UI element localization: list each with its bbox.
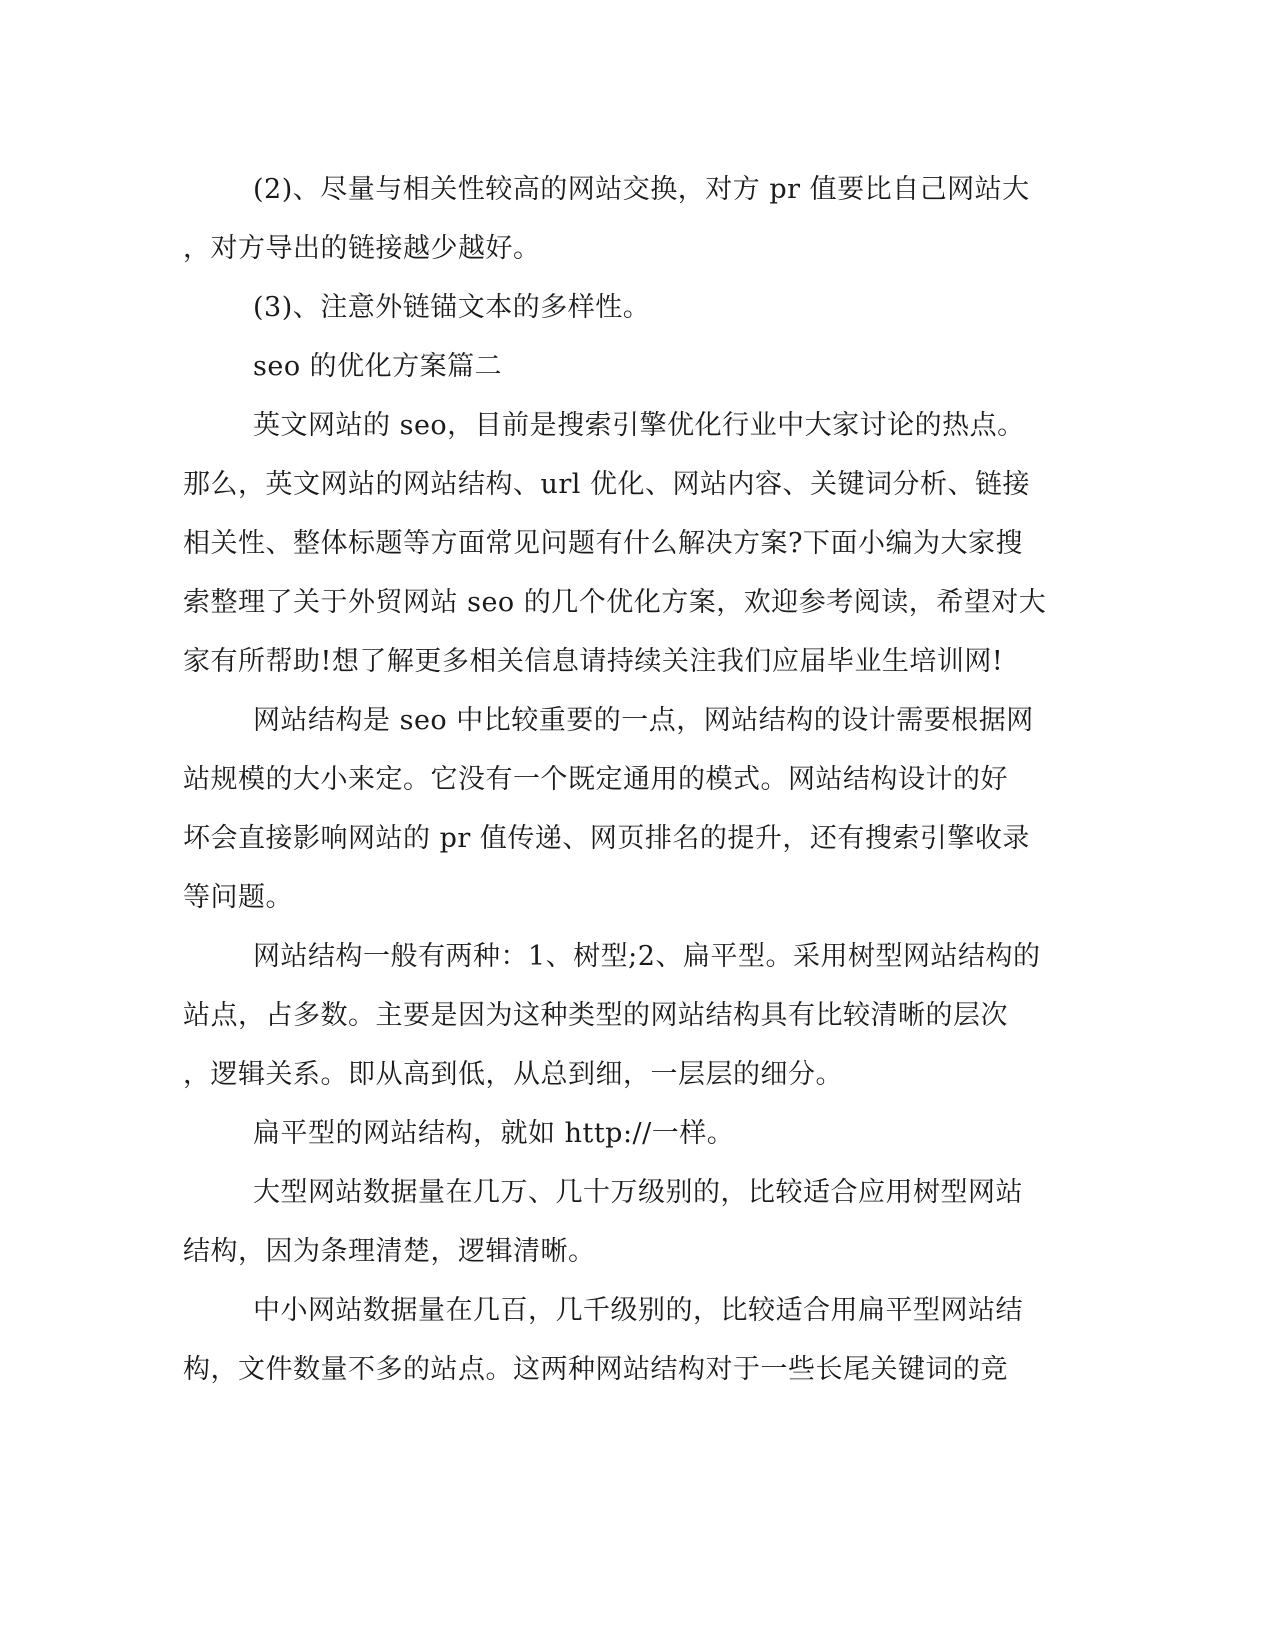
text-line: 构，文件数量不多的站点。这两种网站结构对于一些长尾关键词的竞 xyxy=(183,1354,1008,1385)
text-line: 网站结构是 seo 中比较重要的一点，网站结构的设计需要根据网 xyxy=(253,705,1034,736)
text-line: 家有所帮助!想了解更多相关信息请持续关注我们应届毕业生培训网! xyxy=(183,646,1004,677)
document-body xyxy=(183,160,1047,1399)
text-line: 大型网站数据量在几万、几十万级别的，比较适合应用树型网站 xyxy=(253,1177,1023,1208)
section-heading: seo 的优化方案篇二 xyxy=(253,351,503,382)
text-line: 索整理了关于外贸网站 seo 的几个优化方案，欢迎参考阅读，希望对大 xyxy=(183,587,1047,618)
text-line: 扁平型的网站结构，就如 http://一样。 xyxy=(253,1118,735,1149)
text-line: 相关性、整体标题等方面常见问题有什么解决方案?下面小编为大家搜 xyxy=(183,528,1023,559)
text-line: 站规模的大小来定。它没有一个既定通用的模式。网站结构设计的好 xyxy=(183,764,1008,795)
text-line: 等问题。 xyxy=(183,882,293,913)
text-line: 英文网站的 seo，目前是搜索引擎优化行业中大家讨论的热点。 xyxy=(253,410,1025,441)
text-line: (2)、尽量与相关性较高的网站交换，对方 pr 值要比自己网站大 xyxy=(253,174,1030,205)
text-line: 那么，英文网站的网站结构、url 优化、网站内容、关键词分析、链接 xyxy=(183,469,1031,500)
text-line: 网站结构一般有两种：1、树型;2、扁平型。采用树型网站结构的 xyxy=(253,941,1041,972)
text-line: 结构，因为条理清楚，逻辑清晰。 xyxy=(183,1236,596,1267)
text-line: 站点，占多数。主要是因为这种类型的网站结构具有比较清晰的层次 xyxy=(183,1000,1008,1031)
text-line: 坏会直接影响网站的 pr 值传递、网页排名的提升，还有搜索引擎收录 xyxy=(183,823,1030,854)
text-line: ，逻辑关系。即从高到低，从总到细，一层层的细分。 xyxy=(183,1059,843,1090)
text-line: 中小网站数据量在几百，几千级别的，比较适合用扁平型网站结 xyxy=(253,1295,1023,1326)
text-line: ，对方导出的链接越少越好。 xyxy=(183,233,541,264)
text-line: (3)、注意外链锚文本的多样性。 xyxy=(253,292,651,323)
